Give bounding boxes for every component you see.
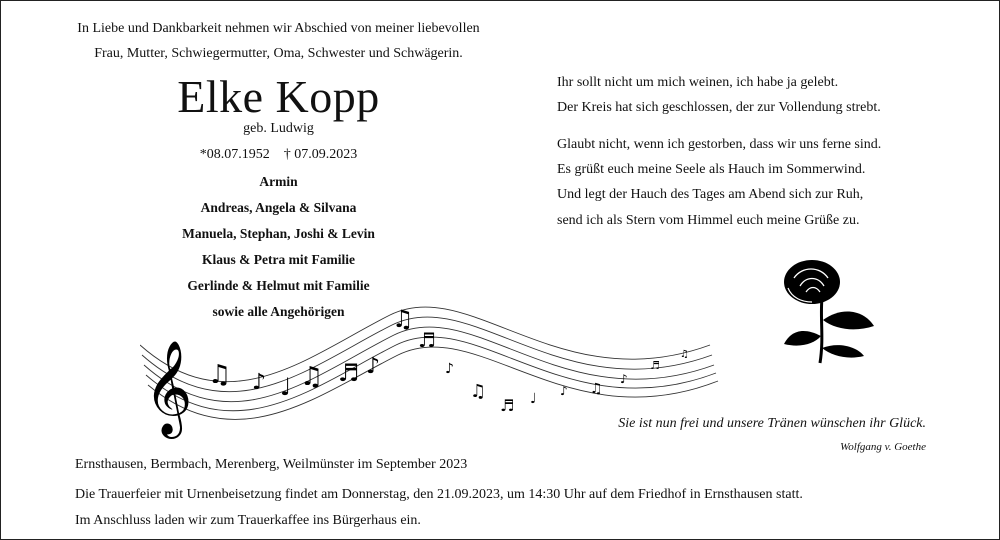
svg-text:♩: ♩ — [530, 391, 537, 407]
mourner-4: Klaus & Petra mit Familie — [202, 252, 355, 267]
svg-text:♪: ♪ — [620, 372, 628, 386]
mourner-6: sowie alle Angehörigen — [212, 304, 345, 319]
place-date: Ernsthausen, Bermbach, Merenberg, Weilmünster im September 2023 — [75, 457, 468, 472]
intro-line-1: In Liebe und Dankbarkeit nehmen wir Abschied von meiner liebevollen — [77, 21, 480, 36]
svg-text:♬: ♬ — [650, 359, 660, 372]
quote-author: Wolfgang v. Goethe — [840, 441, 926, 453]
svg-text:♫: ♫ — [470, 381, 487, 402]
life-dates: *08.07.1952 † 07.09.2023 — [199, 147, 358, 162]
svg-text:♫: ♫ — [680, 349, 689, 360]
mourner-5: Gerlinde & Helmut mit Familie — [187, 278, 370, 293]
intro-line-2: Frau, Mutter, Schwiegermutter, Oma, Schwester und Schwägerin. — [94, 46, 463, 61]
deceased-name: Elke Kopp — [177, 71, 380, 122]
poem-line-5: Und legt der Hauch des Tages am Abend sich zur Ruh, — [557, 187, 864, 202]
svg-text:♪: ♪ — [445, 361, 454, 377]
coffee-info: Im Anschluss laden wir zum Trauerkaffee ins Bürgerhaus ein. — [75, 513, 421, 528]
goethe-quote: Sie ist nun frei und unsere Tränen wünschen ihr Glück. — [618, 416, 926, 431]
svg-text:♫: ♫ — [590, 381, 603, 397]
mourner-2: Andreas, Angela & Silvana — [200, 200, 357, 215]
mourner-3: Manuela, Stephan, Joshi & Levin — [182, 226, 375, 241]
svg-text:♬: ♬ — [418, 328, 436, 352]
poem-line-4: Es grüßt euch meine Seele als Hauch im Sommerwind. — [557, 162, 866, 177]
svg-text:♪: ♪ — [560, 384, 568, 398]
rose-icon — [772, 258, 892, 368]
svg-text:♪: ♪ — [366, 354, 381, 379]
poem-line-2: Der Kreis hat sich geschlossen, der zur Vollendung strebt. — [557, 100, 881, 115]
ceremony-info: Die Trauerfeier mit Urnenbeisetzung findet am Donnerstag, den 21.09.2023, um 14:30 Uhr auf dem Friedhof in Ernsthausen statt. — [75, 487, 803, 502]
poem-line-1: Ihr sollt nicht um mich weinen, ich habe ja gelebt. — [557, 75, 839, 90]
music-notes-icon — [208, 305, 689, 415]
svg-text:♬: ♬ — [338, 359, 360, 387]
svg-text:♩: ♩ — [280, 373, 292, 401]
svg-text:♫: ♫ — [392, 305, 414, 333]
svg-text:♪: ♪ — [252, 370, 267, 395]
svg-text:♫: ♫ — [208, 360, 232, 390]
svg-text:♬: ♬ — [500, 396, 515, 415]
mourner-1: Armin — [259, 174, 298, 189]
poem-line-3: Glaubt nicht, wenn ich gestorben, dass wir uns ferne sind. — [557, 137, 882, 152]
svg-text:♫: ♫ — [300, 362, 324, 392]
treble-clef-icon: 𝄞 — [144, 340, 193, 435]
poem-line-6: send ich als Stern vom Himmel euch meine Grüße zu. — [557, 213, 860, 228]
birth-name: geb. Ludwig — [243, 121, 314, 136]
